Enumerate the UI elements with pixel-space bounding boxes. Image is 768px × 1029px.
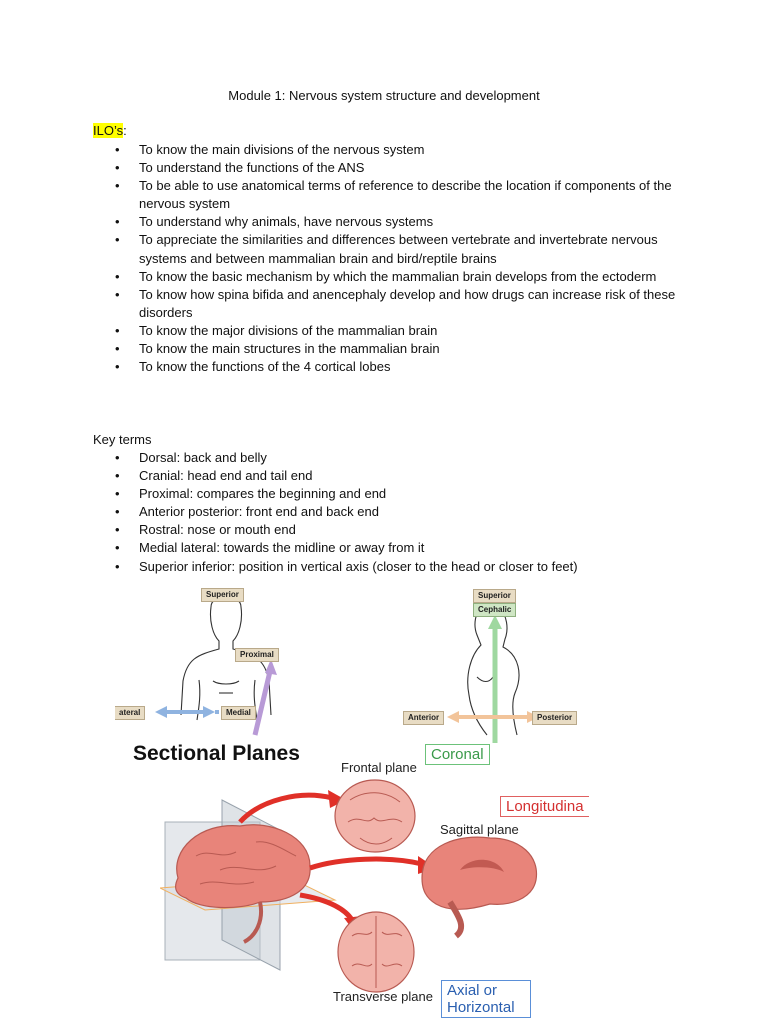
- medial-label: Medial: [221, 706, 256, 720]
- ilo-heading: [93, 123, 127, 138]
- sagittal-plane-label: Sagittal plane: [440, 822, 519, 837]
- front-superior-label: Superior: [201, 588, 244, 602]
- sagittal-section: [422, 837, 537, 909]
- cephalic-arrowhead: [488, 615, 502, 629]
- ilo-item: • To know the basic mechanism by which the mammalian brain develops from the ectoderm: [93, 268, 683, 286]
- ilo-item: • To know the functions of the 4 cortical lobes: [93, 358, 683, 376]
- key-terms-heading: Key terms: [93, 432, 152, 447]
- anatomical-terms-figure: [115, 585, 585, 745]
- ilo-heading-highlight: ILO’s: [93, 123, 124, 138]
- ilo-item: • To understand why animals, have nervous systems: [93, 213, 683, 231]
- key-terms-list: [93, 449, 683, 576]
- proximal-arrow: [255, 667, 271, 735]
- sectional-planes-figure: [160, 760, 590, 1024]
- ilo-item: • To know the major divisions of the mammalian brain: [93, 322, 683, 340]
- ilo-item: • To understand the functions of the ANS: [93, 159, 683, 177]
- key-term-item: • Cranial: head end and tail end: [93, 467, 683, 485]
- key-term-item: • Medial lateral: towards the midline or away from it: [93, 539, 683, 557]
- ilo-item: • To know the main structures in the mammalian brain: [93, 340, 683, 358]
- sagittal-arrow: [310, 859, 422, 868]
- document-title: Module 1: Nervous system structure and development: [228, 88, 540, 103]
- posterior-label: Posterior: [532, 711, 577, 725]
- ilo-list: [93, 141, 683, 376]
- side-superior-label: Superior: [473, 589, 516, 603]
- sectional-planes-title: Sectional Planes: [133, 742, 300, 765]
- ilo-heading-colon: :: [123, 123, 127, 138]
- key-term-item: • Anterior posterior: front end and back end: [93, 503, 683, 521]
- ilo-item: • To be able to use anatomical terms of reference to describe the location if components of the nervous system: [93, 177, 683, 213]
- frontal-plane-label: Frontal plane: [341, 760, 417, 775]
- whole-brain: [176, 825, 311, 908]
- key-term-item: • Rostral: nose or mouth end: [93, 521, 683, 539]
- key-term-item: • Proximal: compares the beginning and end: [93, 485, 683, 503]
- ilo-item: • To know the main divisions of the nervous system: [93, 141, 683, 159]
- coronal-label: Coronal: [425, 744, 490, 765]
- ilo-item: • To know how spina bifida and anencephaly develop and how drugs can increase risk of these disorders: [93, 286, 683, 322]
- transverse-plane-label: Transverse plane: [333, 989, 433, 1004]
- key-term-item: • Dorsal: back and belly: [93, 449, 683, 467]
- axial-horizontal-label: Axial or Horizontal: [441, 980, 531, 1018]
- frontal-section: [335, 780, 415, 852]
- proximal-label: Proximal: [235, 648, 279, 662]
- cephalic-label: Cephalic: [473, 603, 516, 617]
- ilo-item: • To appreciate the similarities and differences between vertebrate and invertebrate nervous systems and between mammalian brain and bird/reptile brains: [93, 231, 683, 267]
- longitudinal-label: Longitudina: [500, 796, 589, 817]
- anterior-label: Anterior: [403, 711, 444, 725]
- lateral-label: ateral: [115, 706, 145, 720]
- key-term-item: • Superior inferior: position in vertical axis (closer to the head or closer to feet): [93, 558, 683, 576]
